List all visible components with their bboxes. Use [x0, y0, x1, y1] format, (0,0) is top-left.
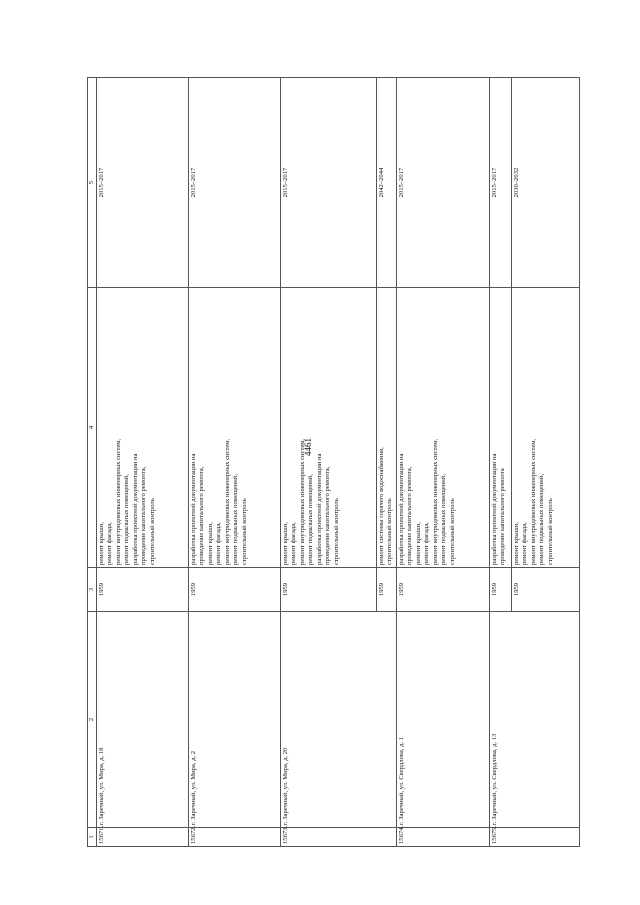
work-item: ремонт системы горячего водоснабжения, — [378, 447, 385, 565]
header-col-1: 1 — [88, 828, 97, 847]
row-year: 1959 — [281, 568, 377, 612]
work-item: строительный контроль — [240, 498, 248, 565]
row-address: г. Заречный, ул. Свердлова, д. 1 — [397, 612, 490, 828]
work-item: ремонт подвальных помещений, — [232, 474, 240, 565]
row-year: 1959 — [397, 568, 490, 612]
row-works — [397, 288, 490, 568]
work-item: ремонт подвальных помещений, — [123, 474, 131, 565]
row-address: г. Заречный, ул. Мира, д. 20 — [281, 612, 397, 828]
work-item: ремонт крыши, — [206, 522, 214, 565]
row-period: 2042–2044 — [377, 78, 397, 288]
page-number: 4461 — [303, 438, 313, 456]
work-item: строительный контроль — [546, 498, 554, 565]
header-col-3: 3 — [88, 568, 97, 612]
row-address: г. Заречный, ул. Свердлова, д. 13 — [490, 612, 580, 828]
row-number: 15672. — [189, 828, 281, 847]
row-period: 2015–2017 — [397, 78, 490, 288]
work-item: ремонт крыши, — [98, 522, 105, 565]
work-item: строительный контроль — [448, 498, 456, 565]
row-works — [281, 288, 377, 568]
work-item: строительный контроль — [148, 498, 156, 565]
work-item: строительный контроль — [332, 498, 340, 565]
row-year: 1959 — [490, 568, 512, 612]
row-year: 1959 — [377, 568, 397, 612]
work-item: разработка проектной документации на — [190, 453, 197, 565]
row-works — [490, 288, 512, 568]
work-item: разработка проектной документации на — [315, 453, 323, 565]
row-number: 15674. — [397, 828, 490, 847]
work-item: ремонт подвальных помещений, — [440, 474, 448, 565]
work-item: ремонт подвальных помещений, — [538, 474, 546, 565]
work-item: ремонт внутридомовых инженерных систем, — [529, 438, 537, 565]
table-row — [490, 78, 512, 847]
row-period: 2015–2017 — [97, 78, 189, 288]
row-period: 2030–2032 — [512, 78, 580, 288]
work-item: ремонт фасада, — [521, 522, 529, 565]
work-item: проведение капитального ремонта, — [140, 466, 148, 565]
work-item: ремонт внутридомовых инженерных систем, — [223, 438, 231, 565]
work-item: разработка проектной документации на — [131, 453, 139, 565]
work-item: проведение капитального ремонта, — [324, 466, 332, 565]
row-year: 1959 — [97, 568, 189, 612]
work-item: ремонт фасада, — [106, 522, 114, 565]
table-row — [397, 78, 490, 847]
work-item: строительный контроль — [386, 498, 394, 565]
row-number: 15673. — [281, 828, 397, 847]
work-item: ремонт внутридомовых инженерных систем, — [431, 438, 439, 565]
work-item: проведение капитального ремонта, — [198, 466, 206, 565]
row-works — [97, 288, 189, 568]
header-col-2: 2 — [88, 612, 97, 828]
work-item: ремонт фасада, — [290, 522, 298, 565]
row-number: 15675. — [490, 828, 580, 847]
work-item: ремонт фасада, — [423, 522, 431, 565]
row-address: г. Заречный, ул. Мира, д. 18 — [97, 612, 189, 828]
table-row — [281, 78, 377, 847]
repair-schedule-table — [87, 77, 580, 847]
header-row — [88, 78, 97, 847]
row-number: 15671. — [97, 828, 189, 847]
work-item: ремонт подвальных помещений, — [307, 474, 315, 565]
work-item: разработка проектной документации на — [398, 453, 405, 565]
row-period: 2015–2017 — [281, 78, 377, 288]
header-col-4: 4 — [88, 288, 97, 568]
work-item: ремонт внутридомовых инженерных систем, — [114, 438, 122, 565]
work-item: проведение капитального ремонта, — [406, 466, 414, 565]
header-col-5: 5 — [88, 78, 97, 288]
work-item: разработка проектной документации на — [491, 453, 498, 565]
row-period: 2015–2017 — [189, 78, 281, 288]
work-item: ремонт внутридомовых инженерных систем, — [298, 438, 306, 565]
work-item: ремонт фасада, — [215, 522, 223, 565]
work-item: ремонт крыши, — [414, 522, 422, 565]
row-works — [377, 288, 397, 568]
row-works — [189, 288, 281, 568]
row-period: 2015–2017 — [490, 78, 512, 288]
row-address: г. Заречный, ул. Мира, д. 2 — [189, 612, 281, 828]
rotated-table-container — [87, 78, 576, 847]
work-item: ремонт крыши, — [513, 522, 520, 565]
work-item: ремонт крыши, — [282, 522, 289, 565]
row-year: 1959 — [512, 568, 580, 612]
row-works — [512, 288, 580, 568]
work-item: проведение капитального ремонта — [499, 468, 507, 565]
table-row — [97, 78, 189, 847]
row-year: 1959 — [189, 568, 281, 612]
table-row — [189, 78, 281, 847]
